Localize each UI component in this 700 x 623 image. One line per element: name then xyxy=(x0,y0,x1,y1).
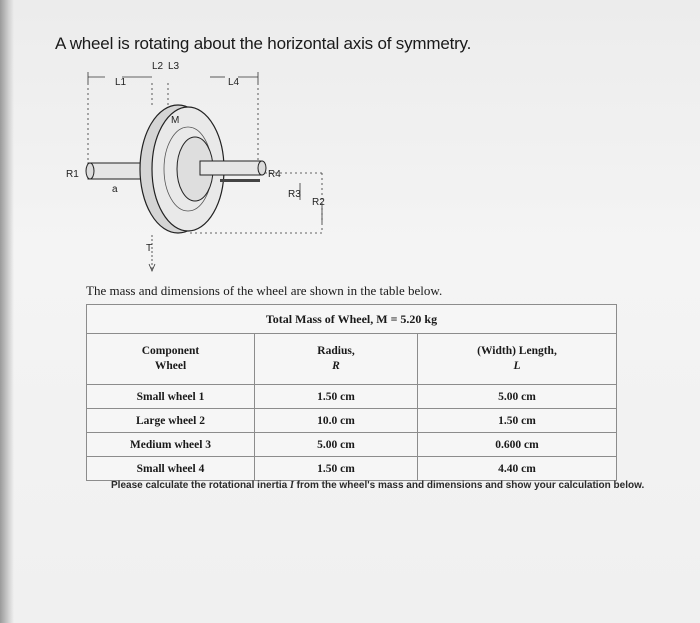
table-title: Total Mass of Wheel, M = 5.20 kg xyxy=(87,305,617,334)
label-r3: R3 xyxy=(288,189,301,200)
label-l2: L2 xyxy=(152,61,164,72)
cell-component: Medium wheel 3 xyxy=(87,433,255,457)
cell-component: Small wheel 1 xyxy=(87,385,255,409)
cell-radius: 1.50 cm xyxy=(255,385,418,409)
label-l3: L3 xyxy=(168,61,180,72)
axle-small-wheel-1 xyxy=(86,163,148,179)
table-row xyxy=(87,409,617,433)
cell-length: 0.600 cm xyxy=(418,433,617,457)
header-length: (Width) Length, L xyxy=(418,334,617,385)
instruction-text: Please calculate the rotational inertia I from the wheel's mass and dimensions and show your calculation below. xyxy=(111,480,645,491)
table-row xyxy=(87,457,617,481)
page-shadow xyxy=(0,0,14,623)
cell-component: Small wheel 4 xyxy=(87,457,255,481)
header-radius: Radius, R xyxy=(255,334,418,385)
label-l4: L4 xyxy=(228,77,240,88)
table-intro-text: The mass and dimensions of the wheel are shown in the table below. xyxy=(86,283,443,298)
label-r2: R2 xyxy=(312,197,325,208)
cell-radius: 5.00 cm xyxy=(255,433,418,457)
header-component: Component Wheel xyxy=(87,334,255,385)
table-header-row xyxy=(87,334,617,385)
table-row xyxy=(87,433,617,457)
cell-radius: 10.0 cm xyxy=(255,409,418,433)
label-r4: R4 xyxy=(268,169,281,180)
label-r1: R1 xyxy=(66,169,79,180)
wheel-diagram xyxy=(60,55,380,280)
table-row xyxy=(87,385,617,409)
label-a: a xyxy=(112,184,118,195)
problem-heading: A wheel is rotating about the horizontal axis of symmetry. xyxy=(55,34,472,53)
mass-dimensions-table xyxy=(86,304,617,481)
cell-length: 1.50 cm xyxy=(418,409,617,433)
cell-length: 4.40 cm xyxy=(418,457,617,481)
cell-length: 5.00 cm xyxy=(418,385,617,409)
cell-radius: 1.50 cm xyxy=(255,457,418,481)
label-l1: L1 xyxy=(115,77,127,88)
label-m: M xyxy=(171,115,180,126)
label-t: T xyxy=(146,243,153,254)
cell-component: Large wheel 2 xyxy=(87,409,255,433)
